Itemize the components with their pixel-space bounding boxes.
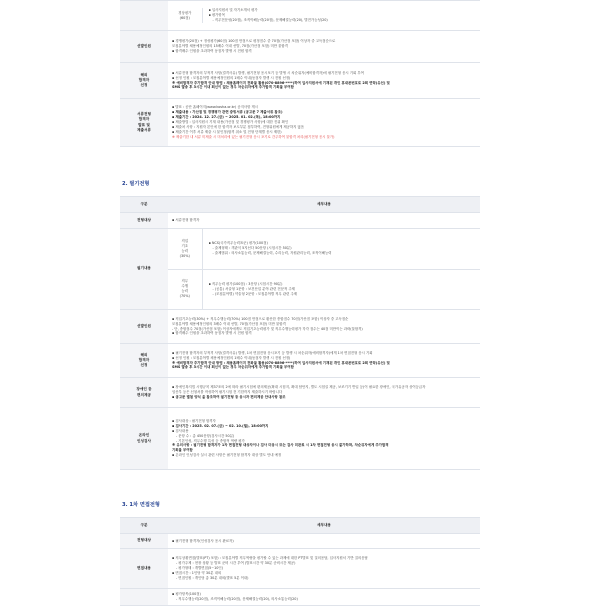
line: ※ 예비합격자 추가합격 안내 방법 : 채용홈페이지 전화를 활용(070-8896-****)하여 입사지원서에 기재된 개인 휴대폰번호로 2회 연락(유선) 및: [172, 360, 390, 365]
line: ▪ 필기전형 합격자(인성검사 응시 완료자): [172, 538, 234, 543]
line: ▪ 직업기초능력(30%) + 직무수행능력(70%) 100점 만점으로 환산한 종합점수 70점(가산점 포함) 이상자 중 고득점순: [172, 316, 349, 321]
section-title: 3. 1차 면접전형: [122, 502, 160, 508]
row-label: 선발인원: [120, 31, 168, 63]
table-row: [120, 589, 480, 606]
table-row: [120, 534, 480, 549]
row-label: [120, 1, 168, 31]
line: ▪ 공고문 별첨 양식 을 참조하여 필기전형 등 응시자 편의제공 안내사항 참조: [172, 394, 286, 399]
inner-label: 직무 수행 능력 (70%): [168, 269, 202, 309]
table-row: [120, 549, 480, 589]
table-row: [120, 99, 480, 147]
line: - (모집분야별) 약술형 2문항 : 모집분야별 직무 관련 주제: [212, 291, 298, 296]
line: ▪ 서류전형 합격자: [172, 218, 200, 223]
line: ▪ 제출기간 : 2024. 12. 27.(금) ~ 2025. 01. 02.(목), 18:00까지: [172, 115, 281, 120]
line: ▪ 평가항목: [208, 13, 225, 18]
line: 모집분야별 채용예정인원의 15배수 이내 선발, 70점(가산점 포함) 미만 불합격: [172, 44, 288, 49]
line: ▪ NCS(국가직무능력표준) 평가(100점): [208, 241, 268, 246]
line: ▪ 선정 인원 : 모집분야별 채용예정인원의 1배수 이내(동점자 발생 시 전원 선정): [172, 75, 291, 80]
table-header: [120, 197, 480, 213]
line: - 문항 수 : 총 450문항(검사시간 50분): [176, 433, 235, 438]
line: SMS 발송 후 3시간 이내 회신이 없는 경우 차순위자에게 추가합격 기회를 부여함: [172, 365, 294, 370]
table-row: [120, 31, 480, 63]
line: ▪ 검사기간 : 2025. 02. 07.(금) ~ 02. 10.(월), 18:00까지: [172, 423, 269, 428]
row-label: 온라인 인성검사: [120, 408, 168, 470]
line: ※ 유의사항 : 필기전형 합격자가 1차 면접전형 대상자이나 검사 미응시 또는 검사 미완료 시 1차 면접전형 응시 불가하며, 차순위자에게 추가합격: [172, 443, 389, 448]
row-label: 서류전형 합격자 발표 및 제출서류: [120, 99, 168, 147]
row-label: 전형대상: [120, 534, 168, 549]
line: - 평가주제 : 현장 상황 등 발표 준비 시간 부여 (발표시간 약 30분 준비시간 제공): [176, 561, 296, 566]
line: ▪ 직무능력 평가(100점) : 3문항 (시험시간 90분): [208, 281, 283, 286]
line: - 단, 종합점수 70점(가산점 포함) 이상자에게도 직업기초능력평가 및 직무수행능력평가 각각 점수는 40점 미만이는 과락(불합격): [172, 326, 363, 331]
line: ▪ 발표 : 공단 홈페이지(www.kosha.or.kr) 공지사항 게시: [172, 105, 259, 110]
row-label: 면접내용: [120, 549, 168, 589]
line: - 출제형태 : 객관식 5지선다 50문항 (시험시간 50분): [212, 246, 292, 251]
line: ▪ 합격배수 인원을 초과하여 동점자 발생 시 전원 합격: [172, 331, 252, 336]
row-label: 전형대상: [120, 213, 168, 229]
line: ▪ 면접시간 : 1인당 약 30분 내외: [172, 570, 222, 575]
section3-table: [120, 517, 480, 606]
inner-label: 직업 기초 능력 (30%): [168, 229, 202, 269]
row-label: 해외 합격자 선정: [120, 63, 168, 99]
header-col2: 세부내용: [168, 197, 480, 213]
row-label: 해외 합격자 선정: [120, 344, 168, 378]
line: ▪ 선정 인원 : 모집분야별 채용예정인원의 1배수 이내(동점자 발생 시 전원 선정): [172, 355, 291, 360]
inner-label: 경상평가 (60점): [168, 8, 202, 23]
section2-table: [120, 196, 480, 470]
line: - 직무수행능력(20점), 조직이해능력(20점), 문제해결능력(20), 의사소통능력(20): [176, 596, 298, 601]
line: ▪ 평가항목(100점): [172, 592, 201, 596]
top-table: [120, 0, 480, 147]
line: 모집분야별 채용예정인원의 3배수 이내 선발, 70점(가산점 포함) 미만 불합격: [172, 321, 286, 326]
section-title: 2. 필기전형: [122, 181, 150, 187]
row-label: 장애인 등 편의제공: [120, 378, 168, 408]
line: - (공통) 서술형 1문항 : 보건산업 분야 관련 전문적 주제: [212, 286, 295, 291]
line: ▪ 제출방법 : 입사지원시 기재 내용(가산점 및 경쟁평가 사항)에 대한 진위 확인: [172, 120, 289, 125]
header-col2: 세부내용: [168, 518, 480, 534]
row-label: [120, 589, 168, 606]
line: ▪ 직무상황면접(발표(PT) 포함) : 모집분야별 직무역량을 평가할 수 있는 과제에 대한 PT발표 및 질의응답, 입사지원서 기반 질의응답: [172, 556, 368, 561]
header-col1: 구분: [120, 197, 168, 213]
table-row: [120, 1, 480, 31]
line: - 출제범위 : 의사소통능력, 문제해결능력, 수리능력, 자원관리능력, 조직이해능력: [212, 251, 332, 256]
line: ▪ 제출기간 이후 서류 제출 시 불인정(합격 취소 및 전형 단계별 응시 제한): [172, 129, 282, 134]
line: ▪ 필기전형 합격자의 부적격 사항(결격사유) 발생, 1차 면접전형 응시포기 등 발생 시 차순위자(예비합격자)에게 1차 면접전형 응시 기회: [172, 350, 373, 355]
table-header: [120, 518, 480, 534]
line: ▪ 온라인 인성검사 실시 관련 사항은 필기전형 합격자 대상 별도 안내 예정: [172, 453, 282, 458]
table-row: [120, 344, 480, 378]
line: - 기본인성, 직무수행 특성 등 종합적 역량 평가: [176, 438, 245, 443]
line: ※ 제출기한 내 서류 미제출 시 미처리에 있는 필기전형 응시 포기로 간주하여 불합격 처리(필기전형 응시 불가): [172, 134, 335, 139]
table-row: [120, 213, 480, 229]
table-row: [120, 310, 480, 344]
line: ▪ 입사지원서 및 자기소개서 평가: [208, 8, 258, 13]
table-row: [120, 63, 480, 99]
table-row: [120, 408, 480, 470]
line: - 평가형태 : 개별면접(5~10인): [176, 566, 224, 571]
table-row: [120, 378, 480, 408]
line: 기회를 부여함: [172, 448, 193, 453]
line: 임산부 등은 신청서를 작성하여 필기시험 전 기한까지 제출하시기 바랍니다: [172, 390, 283, 395]
line: ▪ 합격배수 인원을 초과하여 동점자 발생 시 전원 합격: [172, 48, 252, 53]
line: SMS 발송 후 3시간 이내 회신이 없는 경우 차순위자에게 추가합격 기회를 부여함: [172, 85, 294, 90]
header-col1: 구분: [120, 518, 168, 534]
table-row: [120, 229, 480, 310]
line: ▪ 제출처 사항 : 지원자 본인에 한 합격자 보도부분 첨부하여, 전형위원에게 제공하지 않음: [172, 124, 305, 129]
line: ▪ 장애인복지법 시행규칙 제37조의 2에 따라 필기시험에 편의제공(확대 시험지, 확대 답안지, 별도 시험실 제공, 보조기기 반입 등)이 필요한 장애인, 국가유공자 상이등급자: [172, 385, 426, 390]
row-label: 선발인원: [120, 310, 168, 344]
line: ▪ 제출내용 : 가산점 및 경쟁평가 관련 증빙서류 (공고문 7 제출서류 참조): [172, 110, 283, 115]
line: ▪ 검사내용: [172, 428, 189, 433]
line: - 직무전문성(20점), 조직이해능력(20점), 문제해결능력(20), 발전가능성(20): [212, 17, 328, 22]
row-label: 필기내용: [120, 229, 168, 310]
line: ※ 예비합격자 추가합격 안내 방법 : 채용홈페이지 전화를 활용(070-8896-****)하여 입사지원서에 기재된 개인 휴대폰번호로 2회 연락(유선) 및: [172, 80, 390, 85]
line: ▪ 검사대상 : 필기전형 합격자: [172, 418, 216, 423]
line: - 면접인원 : 개인당 총 30분 내외(발표 5분 이내): [176, 575, 249, 580]
line: ▪ 서류전형 합격자의 부적격 사항(결격사유) 발생, 필기전형 응시포기 등 발생 시 차순위자(예비합격자)에 필기전형 응시 기회 부여: [172, 70, 364, 75]
line: ▪ 경쟁평가(20점) + 정성평가(60점) 100점 만점으로 평정점수 중 70점(가산점 포함) 이상자 중 고득점순으로: [172, 39, 336, 44]
